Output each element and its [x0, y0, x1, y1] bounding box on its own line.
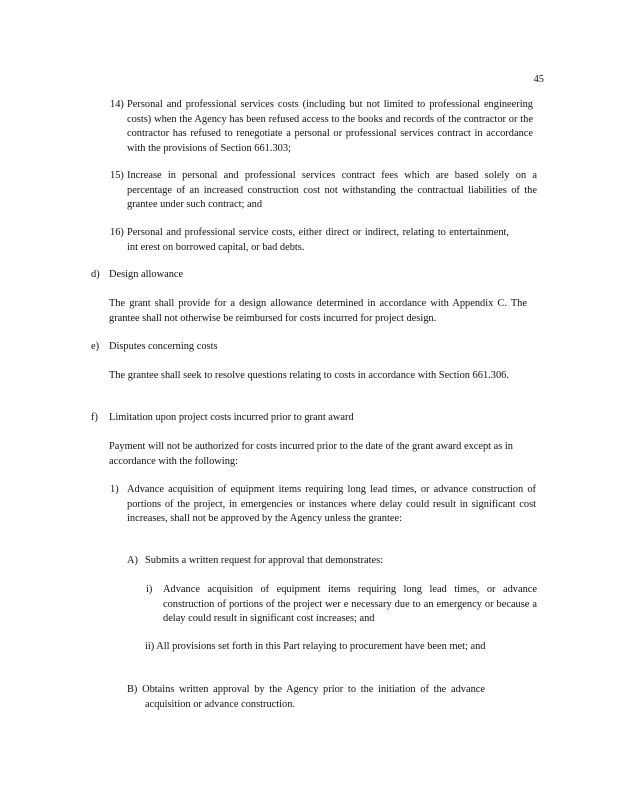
subitem-1-text: Advance acquisition of equipment items requiring long lead times, or advance construction of portions of the project, in emergencies or instances where delay could result in significant cost increases, shall not be approved by the Agency unless the grantee: — [127, 484, 536, 525]
section-d-label: d) — [91, 269, 100, 280]
section-f-label: f) — [91, 412, 98, 423]
page-number: 45 — [533, 74, 544, 85]
item-16-text: Personal and professional service costs, either direct or indirect, relating to entertainment, int erest on borrowed capital, or bad debts. — [127, 227, 509, 253]
section-d-heading: Design allowance — [109, 269, 184, 280]
subitem-1-label: 1) — [110, 484, 119, 495]
subitem-B-text: B) Obtains written approval by the Agency prior to the initiation of the advance acquisition or advance construction. — [127, 684, 485, 710]
item-15-label: 15) — [110, 170, 124, 181]
item-16-label: 16) — [110, 227, 124, 238]
item-15-text: Increase in personal and professional services contract fees which are based solely on a percentage of an increased construction cost not withstanding the contractual liabilities of the grantee under such contract; and — [127, 170, 537, 211]
item-14-text: Personal and professional services costs (including but not limited to professional engineering costs) when the Agency has been refused access to the books and records of the contractor or the contractor has refused to renegotiate a personal or professional services contract in accordance with the provisions of Section 661.303; — [127, 99, 533, 154]
subitem-i-label: i) — [146, 584, 153, 595]
subitem-A-text: Submits a written request for approval that demonstrates: — [145, 555, 384, 566]
subitem-ii-text: ii) All provisions set forth in this Part relaying to procurement have been met; and — [145, 641, 486, 652]
subitem-i-text: Advance acquisition of equipment items requiring long lead times, or advance construction of portions of the project wer e necessary due to an emergency or because a delay could result in significant cost increases; and — [163, 584, 537, 625]
section-d-body: The grant shall provide for a design allowance determined in accordance with Appendix C. The grantee shall not otherwise be reimbursed for costs incurred for project design. — [109, 298, 527, 324]
section-e-body: The grantee shall seek to resolve questions relating to costs in accordance with Section 661.306. — [109, 370, 509, 381]
section-e-heading: Disputes concerning costs — [109, 341, 218, 352]
subitem-A-label: A) — [127, 555, 138, 566]
section-f-body: Payment will not be authorized for costs incurred prior to the date of the grant award except as in accordance with the following: — [109, 441, 513, 467]
section-e-label: e) — [91, 341, 100, 352]
section-f-heading: Limitation upon project costs incurred prior to grant award — [109, 412, 354, 423]
item-14-label: 14) — [110, 99, 124, 110]
